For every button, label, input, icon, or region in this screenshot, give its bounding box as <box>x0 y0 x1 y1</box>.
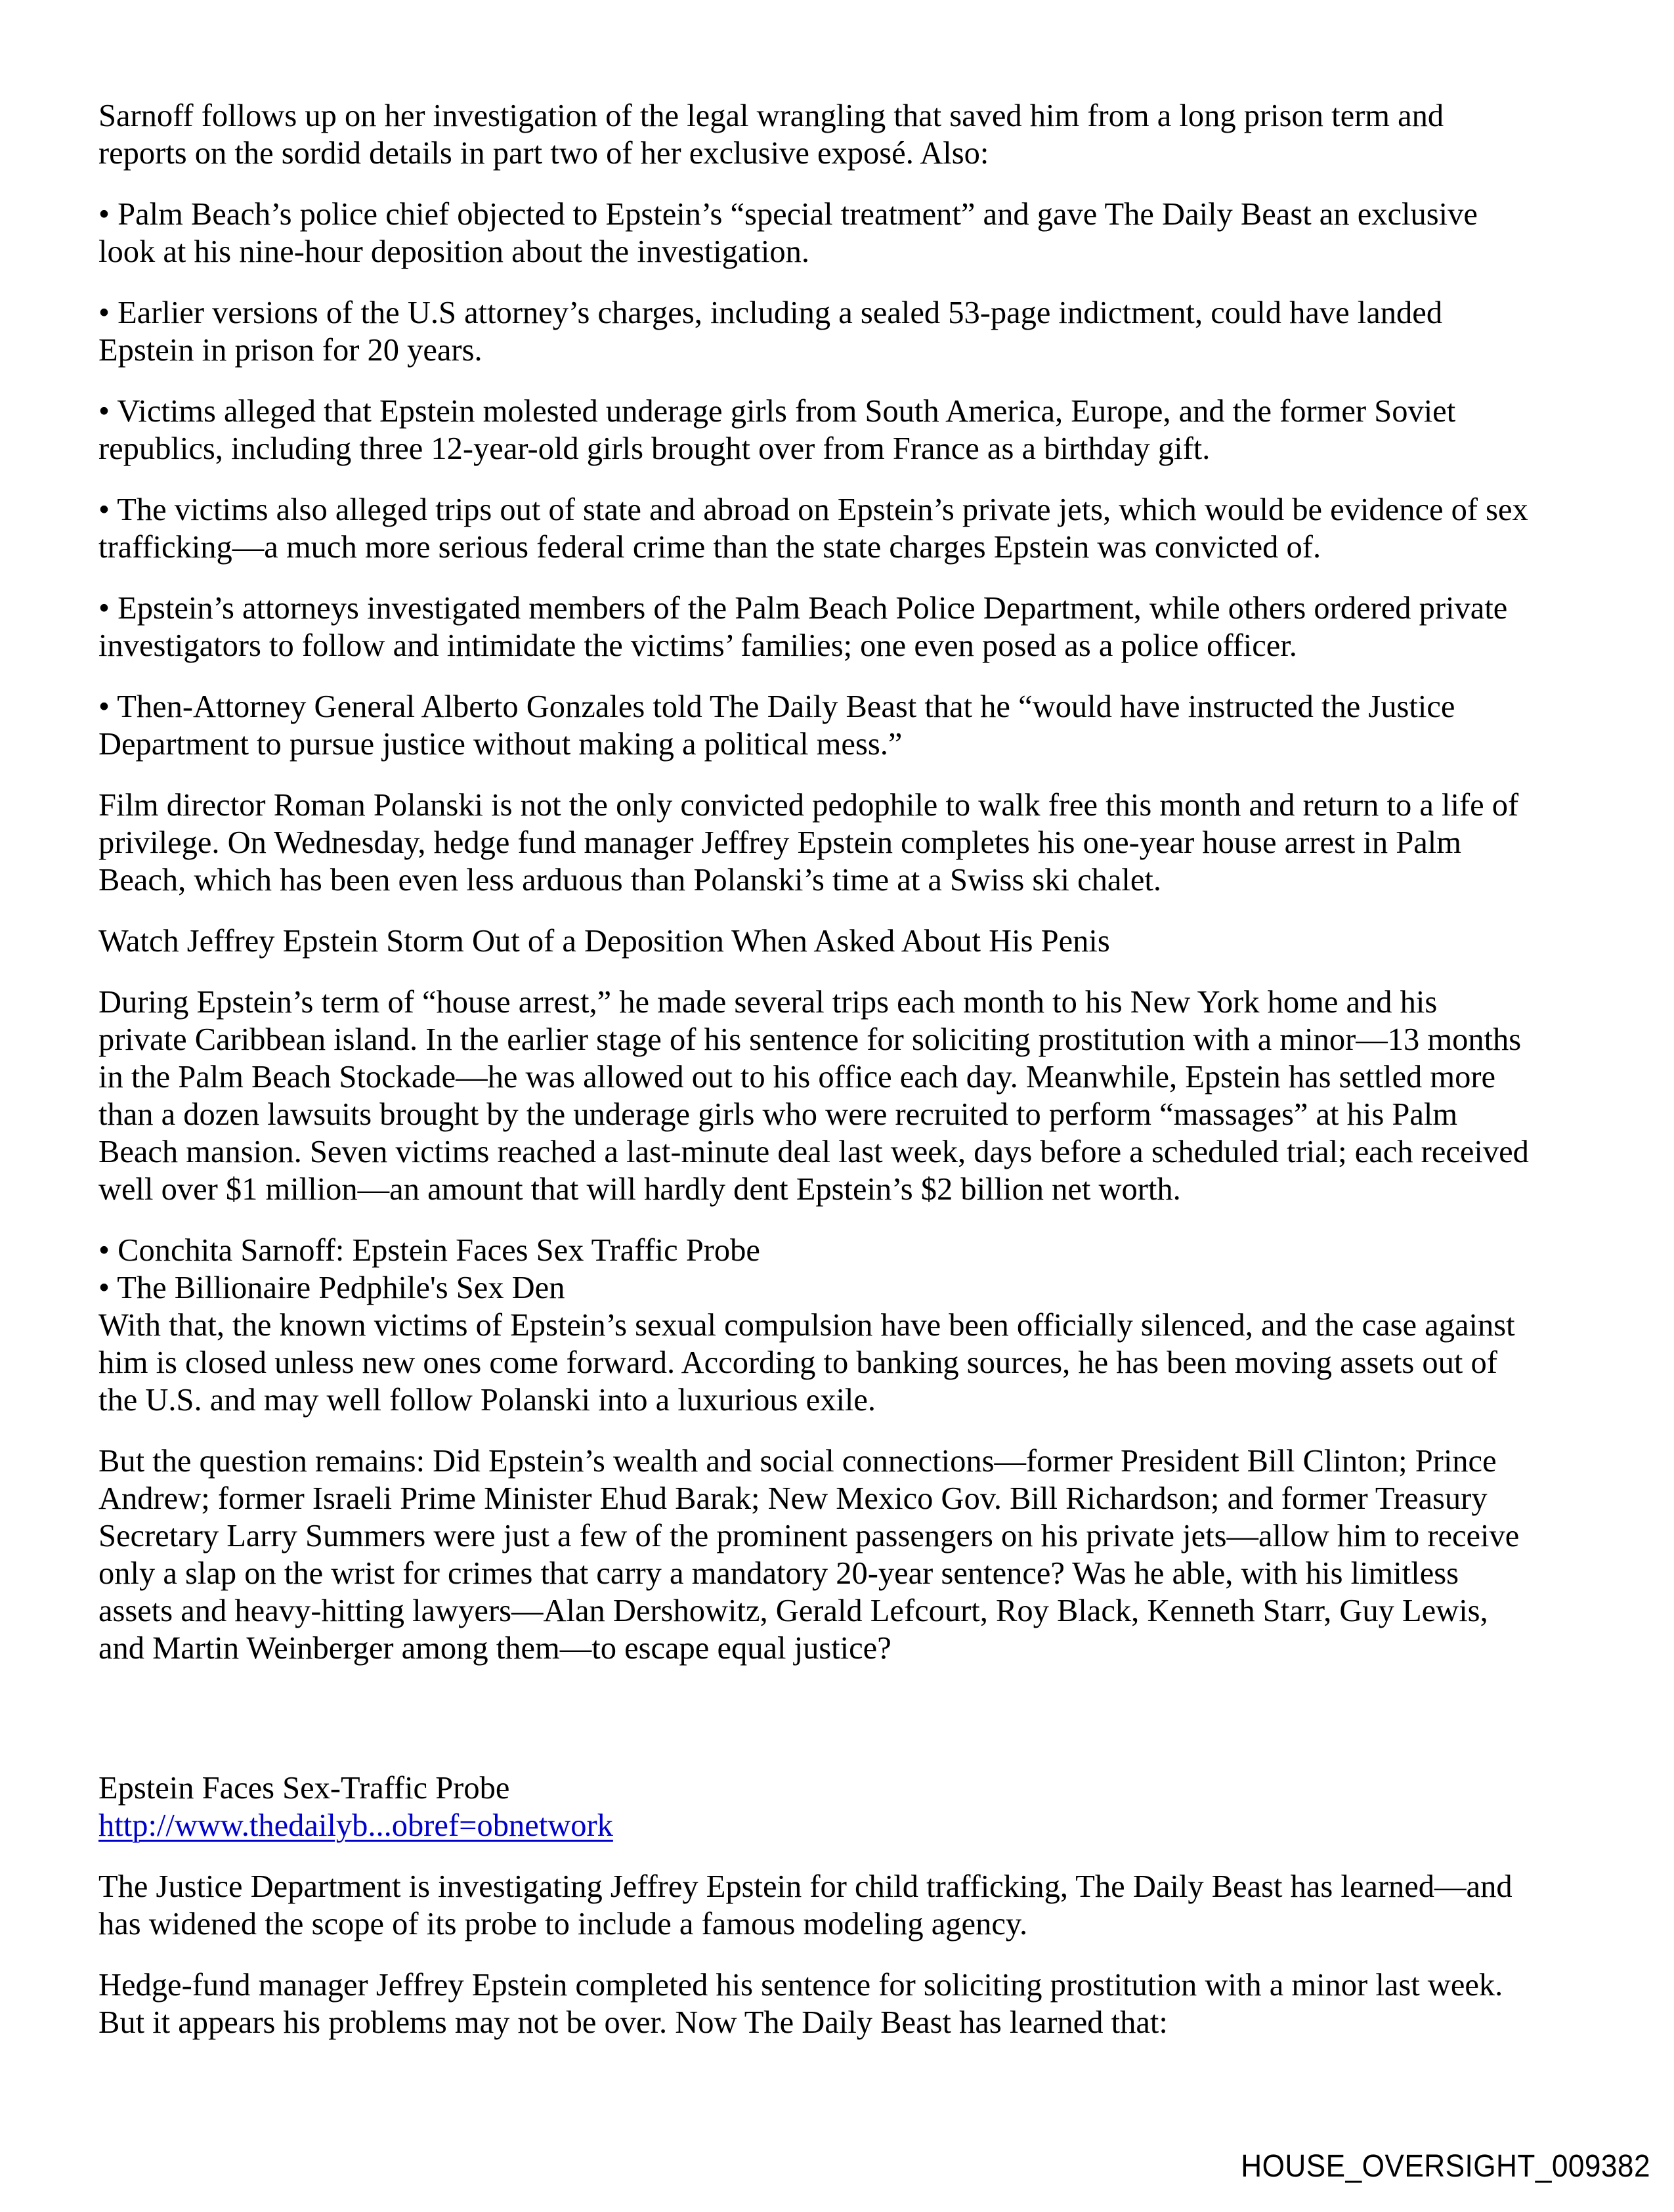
second-article-title: Epstein Faces Sex-Traffic Probe <box>98 1771 510 1806</box>
silenced-paragraph <box>98 1307 1589 1419</box>
document-page <box>98 97 1589 2065</box>
second-article-lede <box>98 1868 1589 1943</box>
text-line: well over $1 million—an amount that will hardly dent Epstein’s $2 billion net worth. <box>98 1172 1181 1207</box>
bates-stamp: HOUSE_OVERSIGHT_009382 <box>1241 2149 1650 2184</box>
text-line: Hedge-fund manager Jeffrey Epstein completed his sentence for soliciting prostitution with a minor last week. <box>98 1968 1503 2003</box>
bullet-item <box>98 196 1589 271</box>
text-line: privilege. On Wednesday, hedge fund manager Jeffrey Epstein completes his one-year house arrest in Palm <box>98 825 1462 860</box>
text-line: the U.S. and may well follow Polanski into a luxurious exile. <box>98 1383 876 1418</box>
text-line: Film director Roman Polanski is not the only convicted pedophile to walk free this month and return to a life of <box>98 788 1519 823</box>
text-line: assets and heavy-hitting lawyers—Alan Dershowitz, Gerald Lefcourt, Roy Black, Kenneth Starr, Guy Lewis, <box>98 1594 1488 1628</box>
text-line: private Caribbean island. In the earlier stage of his sentence for soliciting prostitution with a minor—13 months <box>98 1022 1522 1057</box>
text-line: • Epstein’s attorneys investigated members of the Palm Beach Police Department, while others ordered private <box>98 591 1508 626</box>
text-line: Beach, which has been even less arduous than Polanski’s time at a Swiss ski chalet. <box>98 863 1162 898</box>
text-line: During Epstein’s term of “house arrest,” he made several trips each month to his New York home and his <box>98 985 1438 1020</box>
text-line: has widened the scope of its probe to include a famous modeling agency. <box>98 1907 1028 1941</box>
text-line: investigators to follow and intimidate the victims’ families; one even posed as a police officer. <box>98 628 1297 663</box>
text-line: Department to pursue justice without making a political mess.” <box>98 727 903 762</box>
text-line: only a slap on the wrist for crimes that carry a mandatory 20-year sentence? Was he able, with his limitless <box>98 1556 1459 1591</box>
text-line: • The victims also alleged trips out of state and abroad on Epstein’s private jets, which would be evidence of sex <box>98 492 1528 527</box>
bullet-item <box>98 393 1589 467</box>
text-line: republics, including three 12-year-old girls brought over from France as a birthday gift. <box>98 431 1211 466</box>
text-line: and Martin Weinberger among them—to escape equal justice? <box>98 1631 891 1666</box>
polanski-paragraph <box>98 787 1589 899</box>
text-line: look at his nine-hour deposition about the investigation. <box>98 234 810 269</box>
text-line: • Earlier versions of the U.S attorney’s charges, including a sealed 53-page indictment, could have landed <box>98 295 1443 330</box>
second-article-body <box>98 1966 1589 2041</box>
house-arrest-paragraph <box>98 984 1589 1208</box>
text-line: him is closed unless new ones come forward. According to banking sources, he has been moving assets out of <box>98 1345 1497 1380</box>
text-line: The Justice Department is investigating Jeffrey Epstein for child trafficking, The Daily Beast has learned—and <box>98 1869 1513 1904</box>
text-line: in the Palm Beach Stockade—he was allowed out to his office each day. Meanwhile, Epstein has settled more <box>98 1060 1496 1095</box>
intro-paragraph <box>98 97 1589 172</box>
blank-space <box>98 1691 1589 1769</box>
text-line: But the question remains: Did Epstein’s wealth and social connections—former President Bill Clinton; Prince <box>98 1444 1497 1479</box>
article-url-link[interactable]: http://www.thedailyb...obref=obnetwork <box>98 1808 613 1843</box>
bullet-item <box>98 688 1589 763</box>
text-line: Secretary Larry Summers were just a few of the prominent passengers on his private jets—allow him to receive <box>98 1519 1520 1553</box>
text-line: But it appears his problems may not be over. Now The Daily Beast has learned that: <box>98 2005 1168 2040</box>
text-line: With that, the known victims of Epstein’s sexual compulsion have been officially silenced, and the case against <box>98 1308 1515 1343</box>
video-headline: Watch Jeffrey Epstein Storm Out of a Deposition When Asked About His Penis <box>98 924 1110 959</box>
text-line: Andrew; former Israeli Prime Minister Ehud Barak; New Mexico Gov. Bill Richardson; and former Treasury <box>98 1481 1488 1516</box>
text-line: • Victims alleged that Epstein molested underage girls from South America, Europe, and the former Soviet <box>98 394 1456 429</box>
related-link-item: • Conchita Sarnoff: Epstein Faces Sex Traffic Probe <box>98 1233 760 1268</box>
bullet-item <box>98 590 1589 664</box>
text-line: Sarnoff follows up on her investigation of the legal wrangling that saved him from a long prison term and <box>98 98 1444 133</box>
related-link-item: • The Billionaire Pedphile's Sex Den <box>98 1270 565 1305</box>
text-line: reports on the sordid details in part two of her exclusive exposé. Also: <box>98 136 989 171</box>
question-paragraph <box>98 1442 1589 1667</box>
text-line: than a dozen lawsuits brought by the underage girls who were recruited to perform “massages” at his Palm <box>98 1097 1458 1132</box>
text-line: • Then-Attorney General Alberto Gonzales told The Daily Beast that he “would have instructed the Justice <box>98 689 1455 724</box>
bullet-item <box>98 294 1589 369</box>
second-article-header <box>98 1769 1589 1844</box>
text-line: Beach mansion. Seven victims reached a last-minute deal last week, days before a scheduled trial; each received <box>98 1135 1529 1169</box>
text-line: • Palm Beach’s police chief objected to Epstein’s “special treatment” and gave The Daily Beast an exclusive <box>98 197 1478 232</box>
text-line: trafficking—a much more serious federal crime than the state charges Epstein was convicted of. <box>98 530 1321 565</box>
bullet-item <box>98 491 1589 566</box>
text-line: Epstein in prison for 20 years. <box>98 333 483 368</box>
